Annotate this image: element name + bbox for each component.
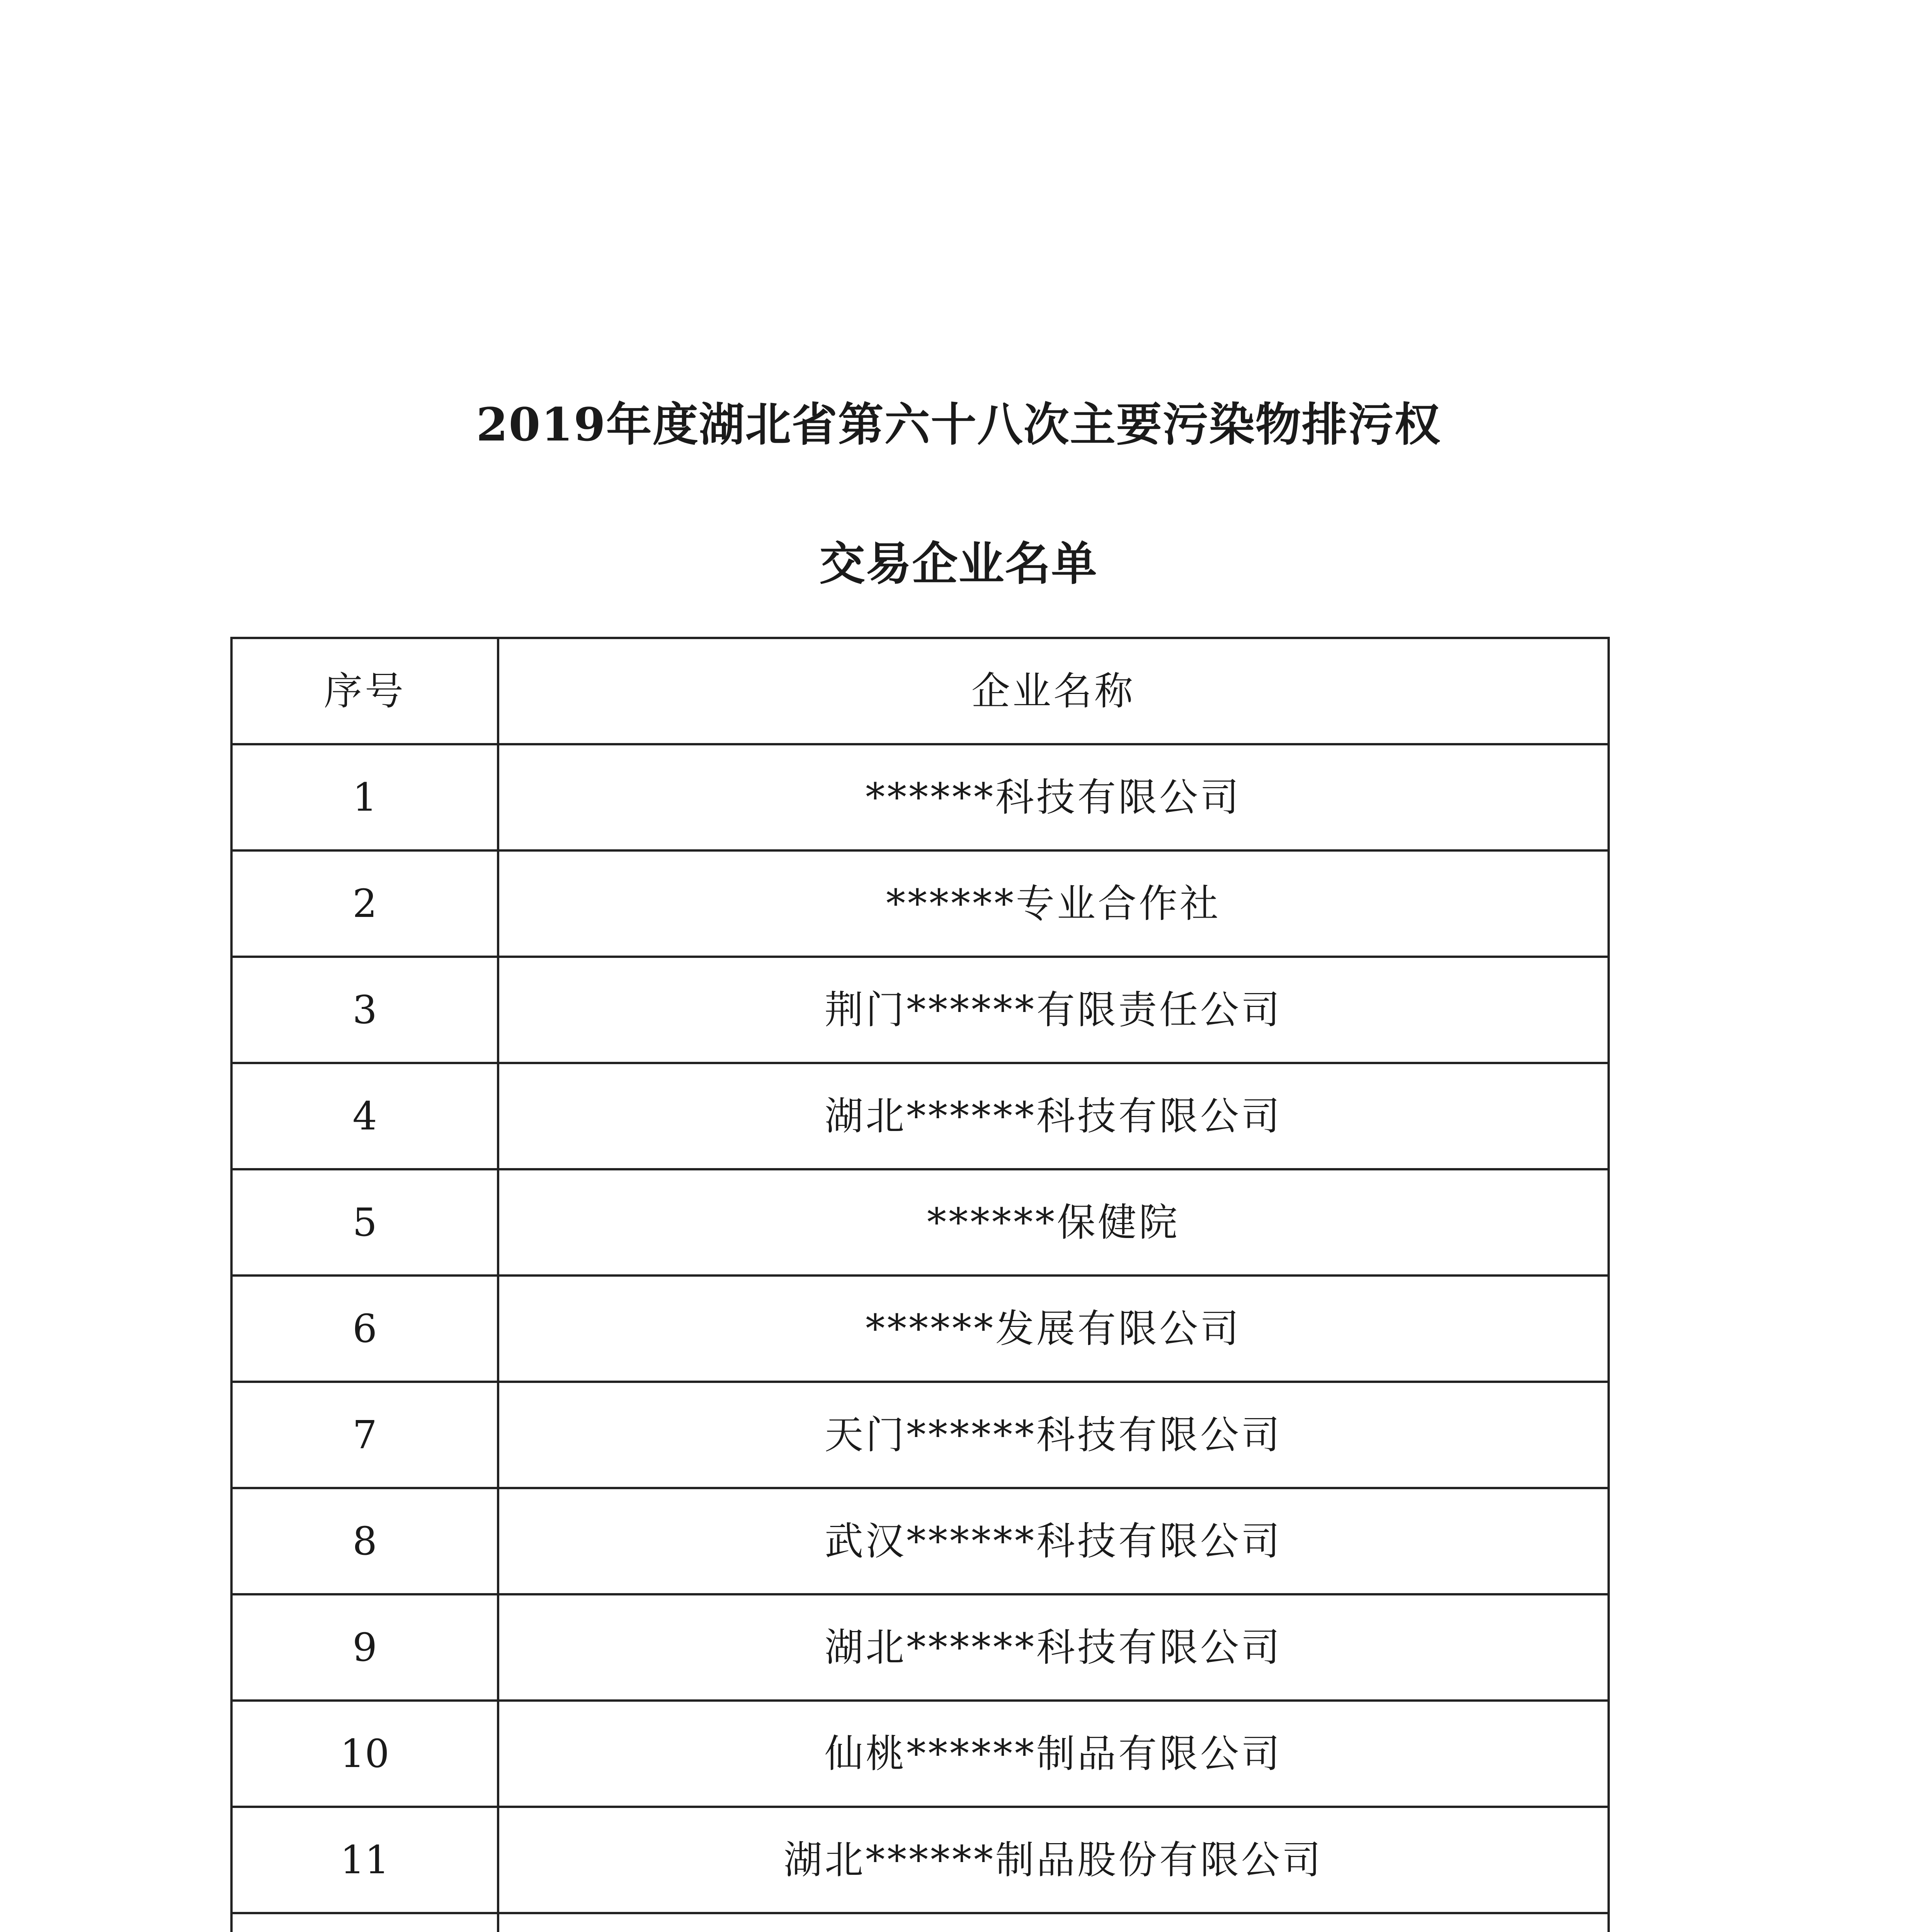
table-row: [231, 957, 1609, 1063]
row-enterprise-name: ******专业合作社: [498, 850, 1609, 957]
row-index: 4: [231, 1063, 498, 1169]
row-index: 8: [231, 1488, 498, 1594]
row-index: 9: [231, 1594, 498, 1701]
row-index: 1: [231, 744, 498, 850]
row-index: [231, 1913, 498, 1932]
row-enterprise-name: 天门******科技有限公司: [498, 1382, 1609, 1488]
row-enterprise-name: ******发展有限公司: [498, 1276, 1609, 1382]
table-row: [231, 1169, 1609, 1276]
table-row: [231, 1276, 1609, 1382]
row-enterprise-name: ******保健院: [498, 1169, 1609, 1276]
table-row: [231, 744, 1609, 850]
enterprise-list-table: [230, 637, 1610, 1932]
document-title-line-2: 交易企业名单: [819, 537, 1098, 590]
table-header-row: [231, 638, 1609, 744]
row-enterprise-name: 武汉******科技有限公司: [498, 1488, 1609, 1594]
document-title-line-1: 2019年度湖北省第六十八次主要污染物排污权: [476, 398, 1441, 451]
table-row: [231, 1382, 1609, 1488]
row-index: 3: [231, 957, 498, 1063]
row-enterprise-name: 荆门******有限责任公司: [498, 957, 1609, 1063]
row-enterprise-name: 湖北******科技有限公司: [498, 1594, 1609, 1701]
row-index: 6: [231, 1276, 498, 1382]
column-header-name: 企业名称: [498, 638, 1609, 744]
table-row: [231, 1807, 1609, 1913]
row-enterprise-name: [498, 1913, 1609, 1932]
table-row: [231, 1913, 1609, 1932]
row-enterprise-name: 仙桃******制品有限公司: [498, 1701, 1609, 1807]
row-index: 5: [231, 1169, 498, 1276]
row-index: 10: [231, 1701, 498, 1807]
table-row: [231, 1063, 1609, 1169]
row-enterprise-name: 湖北******制品股份有限公司: [498, 1807, 1609, 1913]
row-index: 2: [231, 850, 498, 957]
row-index: 7: [231, 1382, 498, 1488]
row-enterprise-name: 湖北******科技有限公司: [498, 1063, 1609, 1169]
table-row: [231, 1701, 1609, 1807]
table-row: [231, 850, 1609, 957]
row-index: 11: [231, 1807, 498, 1913]
row-enterprise-name: ******科技有限公司: [498, 744, 1609, 850]
table-row: [231, 1594, 1609, 1701]
table-row: [231, 1488, 1609, 1594]
column-header-index: 序号: [231, 638, 498, 744]
